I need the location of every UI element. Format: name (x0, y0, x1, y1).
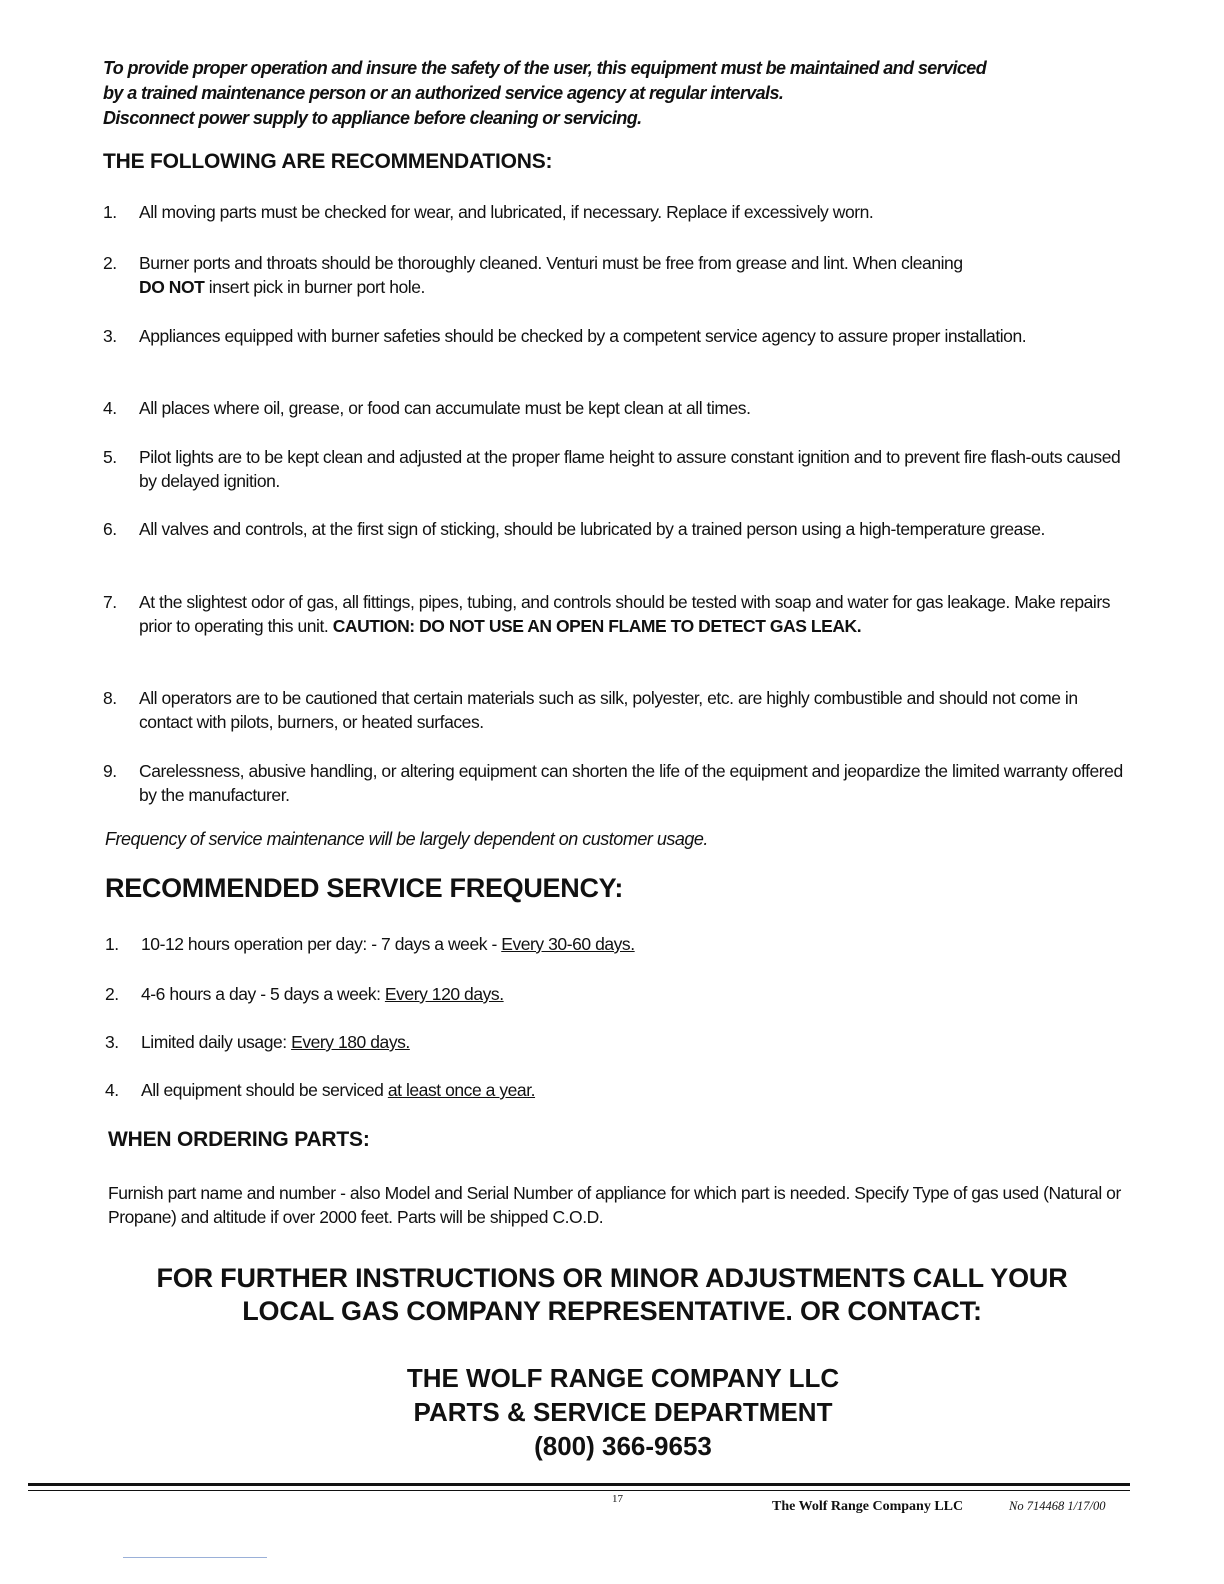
ordering-parts-text: Furnish part name and number - also Model and Serial Number of appliance for which part is needed. Specify Type of gas used (Natural or Propane) and altitude if over 2000 feet. Parts will be shipped C.O.D. (108, 1183, 1121, 1227)
cta-line: FOR FURTHER INSTRUCTIONS OR MINOR ADJUSTMENTS CALL YOUR (156, 1263, 1068, 1293)
interval-text: Every 30-60 days. (501, 934, 635, 954)
interval-text: Every 120 days. (384, 984, 504, 1004)
item-number: 2. (103, 253, 117, 273)
frequency-note: Frequency of service maintenance will be largely dependent on customer usage. (105, 829, 708, 849)
item-number: 9. (103, 761, 117, 781)
item-text: All operators are to be cautioned that certain materials such as silk, polyester, etc. are highly combustible and should not come in contact with pilots, burners, or heated surfaces. (139, 688, 1078, 732)
item-text (139, 251, 1134, 299)
item-number: 6. (103, 519, 117, 539)
item-number: 3. (105, 1032, 119, 1052)
item-text: Pilot lights are to be kept clean and adjusted at the proper flame height to assure constant ignition and to prevent fire flash-outs caused by delayed ignition. (139, 447, 1121, 491)
item-text-part: insert pick in burner port hole. (204, 277, 425, 297)
item-text (139, 590, 1134, 638)
item-text (141, 984, 504, 1005)
item-number: 4. (103, 398, 117, 418)
footer-divider (28, 1490, 1130, 1491)
item-text-part: 4-6 hours a day - 5 days a week: (141, 984, 385, 1004)
intro-line: To provide proper operation and insure the safety of the user, this equipment must be maintained and serviced (103, 58, 987, 78)
service-frequency-heading: RECOMMENDED SERVICE FREQUENCY: (105, 873, 624, 903)
contact-block (0, 1361, 1224, 1463)
intro-warning (103, 56, 1133, 131)
phone-number: (800) 366-9653 (534, 1431, 712, 1461)
item-text-part: All equipment should be serviced (141, 1080, 388, 1100)
footer-divider (28, 1483, 1130, 1486)
item-text-part: Burner ports and throats should be thoroughly cleaned. Venturi must be free from grease and lint. When cleaning (139, 253, 963, 273)
item-text (141, 934, 635, 955)
item-number: 4. (105, 1080, 119, 1100)
interval-text: at least once a year. (387, 1080, 536, 1100)
item-number: 8. (103, 688, 117, 708)
item-text-part: 10-12 hours operation per day: - 7 days a week - (141, 934, 502, 954)
item-number: 2. (105, 984, 119, 1004)
item-emphasis: DO NOT (139, 277, 205, 297)
contact-instructions (0, 1262, 1224, 1328)
item-number: 7. (103, 592, 117, 612)
intro-line: by a trained maintenance person or an authorized service agency at regular intervals. (103, 83, 784, 103)
department-name: PARTS & SERVICE DEPARTMENT (413, 1397, 833, 1427)
item-text: All valves and controls, at the first sign of sticking, should be lubricated by a trained person using a high-temperature grease. (139, 519, 1045, 539)
item-number: 5. (103, 447, 117, 467)
item-text (141, 1080, 535, 1101)
company-name: THE WOLF RANGE COMPANY LLC (406, 1363, 840, 1393)
item-text: Carelessness, abusive handling, or altering equipment can shorten the life of the equipment and jeopardize the limited warranty offered by the manufacturer. (139, 761, 1123, 805)
item-text-part: Limited daily usage: (141, 1032, 292, 1052)
footer-document-ref: No 714468 1/17/00 (1009, 1499, 1106, 1513)
item-text: All moving parts must be checked for wear, and lubricated, if necessary. Replace if excessively worn. (139, 202, 874, 222)
item-text: All places where oil, grease, or food can accumulate must be kept clean at all times. (139, 398, 751, 418)
item-text: Appliances equipped with burner safeties should be checked by a competent service agency to assure proper installation. (139, 326, 1027, 346)
item-number: 1. (103, 202, 117, 222)
intro-line: Disconnect power supply to appliance before cleaning or servicing. (103, 108, 642, 128)
footer-company: The Wolf Range Company LLC (772, 1499, 964, 1514)
recommendations-heading: THE FOLLOWING ARE RECOMMENDATIONS: (103, 150, 553, 173)
item-text-part: At the slightest odor of gas, all fittings, pipes, tubing, and controls should be tested with soap and water for gas leakage. Make repairs prior to operating this unit. (139, 592, 1110, 636)
decorative-line (123, 1557, 267, 1558)
caution-text: CAUTION: DO NOT USE AN OPEN FLAME TO DETECT GAS LEAK. (332, 616, 862, 636)
item-number: 3. (103, 326, 117, 346)
ordering-parts-heading: WHEN ORDERING PARTS: (108, 1128, 370, 1151)
item-number: 1. (105, 934, 119, 954)
interval-text: Every 180 days. (291, 1032, 410, 1052)
page-number: 17 (612, 1493, 623, 1505)
item-text (141, 1032, 410, 1053)
cta-line: LOCAL GAS COMPANY REPRESENTATIVE. OR CONTACT: (242, 1296, 982, 1326)
